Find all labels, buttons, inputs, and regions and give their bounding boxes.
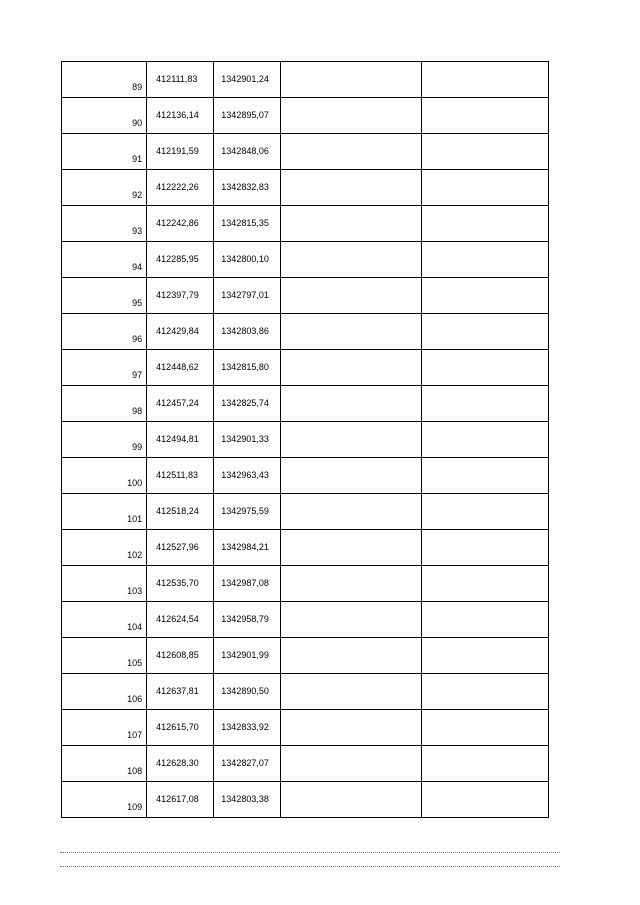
x-coordinate-cell	[147, 638, 214, 674]
y-coordinate: 1342825,74	[221, 398, 269, 408]
x-coordinate: 412628,30	[156, 758, 199, 768]
empty-cell	[421, 242, 548, 278]
table-row	[62, 98, 549, 134]
table-row	[62, 170, 549, 206]
table-row	[62, 458, 549, 494]
x-coordinate-cell	[147, 782, 214, 818]
empty-cell	[281, 710, 421, 746]
empty-cell	[281, 206, 421, 242]
point-number-cell	[62, 458, 147, 494]
y-coordinate-cell	[214, 314, 281, 350]
table-row	[62, 242, 549, 278]
y-coordinate: 1342958,79	[221, 614, 269, 624]
empty-cell	[281, 746, 421, 782]
y-coordinate-cell	[214, 530, 281, 566]
x-coordinate: 412535,70	[156, 578, 199, 588]
table-row	[62, 62, 549, 98]
x-coordinate-cell	[147, 494, 214, 530]
empty-cell	[281, 62, 421, 98]
x-coordinate-cell	[147, 314, 214, 350]
empty-cell	[281, 494, 421, 530]
point-number: 92	[132, 190, 143, 200]
empty-cell	[281, 458, 421, 494]
x-coordinate-cell	[147, 206, 214, 242]
y-coordinate: 1342984,21	[221, 542, 269, 552]
table-row	[62, 746, 549, 782]
empty-cell	[421, 530, 548, 566]
empty-cell	[281, 314, 421, 350]
x-coordinate-cell	[147, 62, 214, 98]
point-number: 97	[132, 370, 143, 380]
x-coordinate: 412111,83	[156, 74, 198, 84]
empty-cell	[421, 782, 548, 818]
x-coordinate-cell	[147, 530, 214, 566]
point-number-cell	[62, 62, 147, 98]
y-coordinate: 1342890,50	[221, 686, 269, 696]
point-number: 95	[132, 298, 143, 308]
y-coordinate-cell	[214, 458, 281, 494]
y-coordinate-cell	[214, 494, 281, 530]
empty-cell	[281, 782, 421, 818]
x-coordinate: 412429,84	[156, 326, 199, 336]
table-row	[62, 566, 549, 602]
x-coordinate-cell	[147, 458, 214, 494]
empty-cell	[281, 530, 421, 566]
y-coordinate-cell	[214, 350, 281, 386]
y-coordinate-cell	[214, 566, 281, 602]
point-number: 98	[132, 406, 143, 416]
empty-cell	[281, 98, 421, 134]
empty-cell	[421, 170, 548, 206]
x-coordinate: 412608,85	[156, 650, 199, 660]
point-number: 103	[127, 586, 143, 596]
point-number: 100	[127, 478, 143, 488]
y-coordinate: 1342987,08	[221, 578, 269, 588]
y-coordinate: 1342833,92	[221, 722, 269, 732]
empty-cell	[281, 278, 421, 314]
empty-cell	[421, 350, 548, 386]
empty-cell	[281, 638, 421, 674]
y-coordinate: 1342803,86	[221, 326, 269, 336]
x-coordinate: 412511,83	[156, 470, 199, 480]
y-coordinate-cell	[214, 746, 281, 782]
x-coordinate: 412637,81	[156, 686, 199, 696]
y-coordinate-cell	[214, 170, 281, 206]
table-row	[62, 710, 549, 746]
point-number: 101	[127, 514, 143, 524]
point-number: 102	[127, 550, 143, 560]
y-coordinate: 1342975,59	[221, 506, 269, 516]
x-coordinate-cell	[147, 386, 214, 422]
empty-cell	[281, 350, 421, 386]
point-number-cell	[62, 278, 147, 314]
empty-cell	[281, 134, 421, 170]
x-coordinate: 412397,79	[156, 290, 199, 300]
empty-cell	[281, 674, 421, 710]
y-coordinate-cell	[214, 278, 281, 314]
point-number: 90	[132, 118, 143, 128]
x-coordinate: 412527,96	[156, 542, 199, 552]
empty-cell	[421, 314, 548, 350]
table-row	[62, 350, 549, 386]
y-coordinate-cell	[214, 674, 281, 710]
point-number: 96	[132, 334, 143, 344]
x-coordinate-cell	[147, 710, 214, 746]
table-row	[62, 638, 549, 674]
empty-cell	[421, 602, 548, 638]
empty-cell	[421, 494, 548, 530]
y-coordinate-cell	[214, 422, 281, 458]
point-number: 109	[127, 802, 143, 812]
x-coordinate: 412617,08	[156, 794, 199, 804]
empty-cell	[281, 422, 421, 458]
x-coordinate-cell	[147, 98, 214, 134]
table-row	[62, 386, 549, 422]
x-coordinate: 412448,62	[156, 362, 199, 372]
y-coordinate-cell	[214, 602, 281, 638]
y-coordinate: 1342803,38	[221, 794, 269, 804]
empty-cell	[421, 134, 548, 170]
x-coordinate-cell	[147, 278, 214, 314]
point-number-cell	[62, 206, 147, 242]
point-number-cell	[62, 422, 147, 458]
empty-cell	[421, 566, 548, 602]
x-coordinate-cell	[147, 422, 214, 458]
x-coordinate: 412518,24	[156, 506, 199, 516]
table-row	[62, 530, 549, 566]
y-coordinate-cell	[214, 710, 281, 746]
y-coordinate: 1342827,07	[221, 758, 269, 768]
empty-cell	[421, 674, 548, 710]
empty-cell	[421, 710, 548, 746]
point-number: 91	[132, 154, 143, 164]
point-number-cell	[62, 674, 147, 710]
empty-cell	[421, 458, 548, 494]
empty-cell	[281, 386, 421, 422]
x-coordinate-cell	[147, 674, 214, 710]
point-number: 108	[127, 766, 143, 776]
table-row	[62, 422, 549, 458]
y-coordinate-cell	[214, 62, 281, 98]
x-coordinate: 412242,86	[156, 218, 199, 228]
point-number-cell	[62, 134, 147, 170]
point-number: 94	[132, 262, 143, 272]
empty-cell	[421, 206, 548, 242]
coordinates-table	[61, 61, 549, 818]
x-coordinate-cell	[147, 242, 214, 278]
point-number-cell	[62, 494, 147, 530]
point-number-cell	[62, 98, 147, 134]
empty-cell	[281, 242, 421, 278]
point-number-cell	[62, 530, 147, 566]
footer-dotted-line-top	[60, 852, 560, 853]
table-row	[62, 674, 549, 710]
x-coordinate: 412624,54	[156, 614, 199, 624]
point-number-cell	[62, 350, 147, 386]
point-number-cell	[62, 386, 147, 422]
empty-cell	[421, 62, 548, 98]
table-row	[62, 494, 549, 530]
x-coordinate-cell	[147, 134, 214, 170]
point-number-cell	[62, 710, 147, 746]
footer-dotted-line-bottom	[60, 866, 560, 867]
y-coordinate-cell	[214, 206, 281, 242]
empty-cell	[281, 566, 421, 602]
y-coordinate: 1342797,01	[221, 290, 269, 300]
y-coordinate: 1342901,99	[221, 650, 269, 660]
table-row	[62, 602, 549, 638]
point-number: 107	[127, 730, 143, 740]
empty-cell	[421, 746, 548, 782]
empty-cell	[421, 386, 548, 422]
x-coordinate-cell	[147, 170, 214, 206]
x-coordinate-cell	[147, 566, 214, 602]
point-number-cell	[62, 782, 147, 818]
point-number: 99	[132, 442, 143, 452]
point-number-cell	[62, 566, 147, 602]
x-coordinate: 412615,70	[156, 722, 199, 732]
empty-cell	[421, 638, 548, 674]
point-number-cell	[62, 746, 147, 782]
point-number: 104	[127, 622, 143, 632]
y-coordinate-cell	[214, 386, 281, 422]
y-coordinate: 1342815,35	[221, 218, 269, 228]
y-coordinate-cell	[214, 242, 281, 278]
empty-cell	[421, 98, 548, 134]
y-coordinate: 1342895,07	[221, 110, 269, 120]
x-coordinate: 412191,59	[156, 146, 199, 156]
point-number-cell	[62, 602, 147, 638]
point-number-cell	[62, 242, 147, 278]
point-number: 93	[132, 226, 143, 236]
x-coordinate: 412457,24	[156, 398, 199, 408]
y-coordinate: 1342800,10	[221, 254, 269, 264]
point-number: 105	[127, 658, 143, 668]
point-number-cell	[62, 314, 147, 350]
y-coordinate: 1342848,06	[221, 146, 269, 156]
point-number: 106	[127, 694, 143, 704]
x-coordinate-cell	[147, 746, 214, 782]
x-coordinate: 412494,81	[156, 434, 199, 444]
x-coordinate: 412285,95	[156, 254, 199, 264]
x-coordinate: 412136,14	[156, 110, 199, 120]
y-coordinate-cell	[214, 782, 281, 818]
y-coordinate: 1342901,24	[221, 74, 269, 84]
x-coordinate-cell	[147, 602, 214, 638]
x-coordinate: 412222,26	[156, 182, 199, 192]
x-coordinate-cell	[147, 350, 214, 386]
y-coordinate-cell	[214, 134, 281, 170]
point-number-cell	[62, 638, 147, 674]
coordinates-table-body	[62, 62, 549, 818]
table-row	[62, 278, 549, 314]
table-row	[62, 206, 549, 242]
y-coordinate: 1342832,83	[221, 182, 269, 192]
table-row	[62, 314, 549, 350]
empty-cell	[421, 278, 548, 314]
table-row	[62, 134, 549, 170]
y-coordinate: 1342815,80	[221, 362, 269, 372]
point-number-cell	[62, 170, 147, 206]
empty-cell	[281, 602, 421, 638]
y-coordinate-cell	[214, 98, 281, 134]
table-row	[62, 782, 549, 818]
y-coordinate-cell	[214, 638, 281, 674]
point-number: 89	[132, 82, 143, 92]
empty-cell	[281, 170, 421, 206]
empty-cell	[421, 422, 548, 458]
y-coordinate: 1342901,33	[221, 434, 269, 444]
y-coordinate: 1342963,43	[221, 470, 269, 480]
